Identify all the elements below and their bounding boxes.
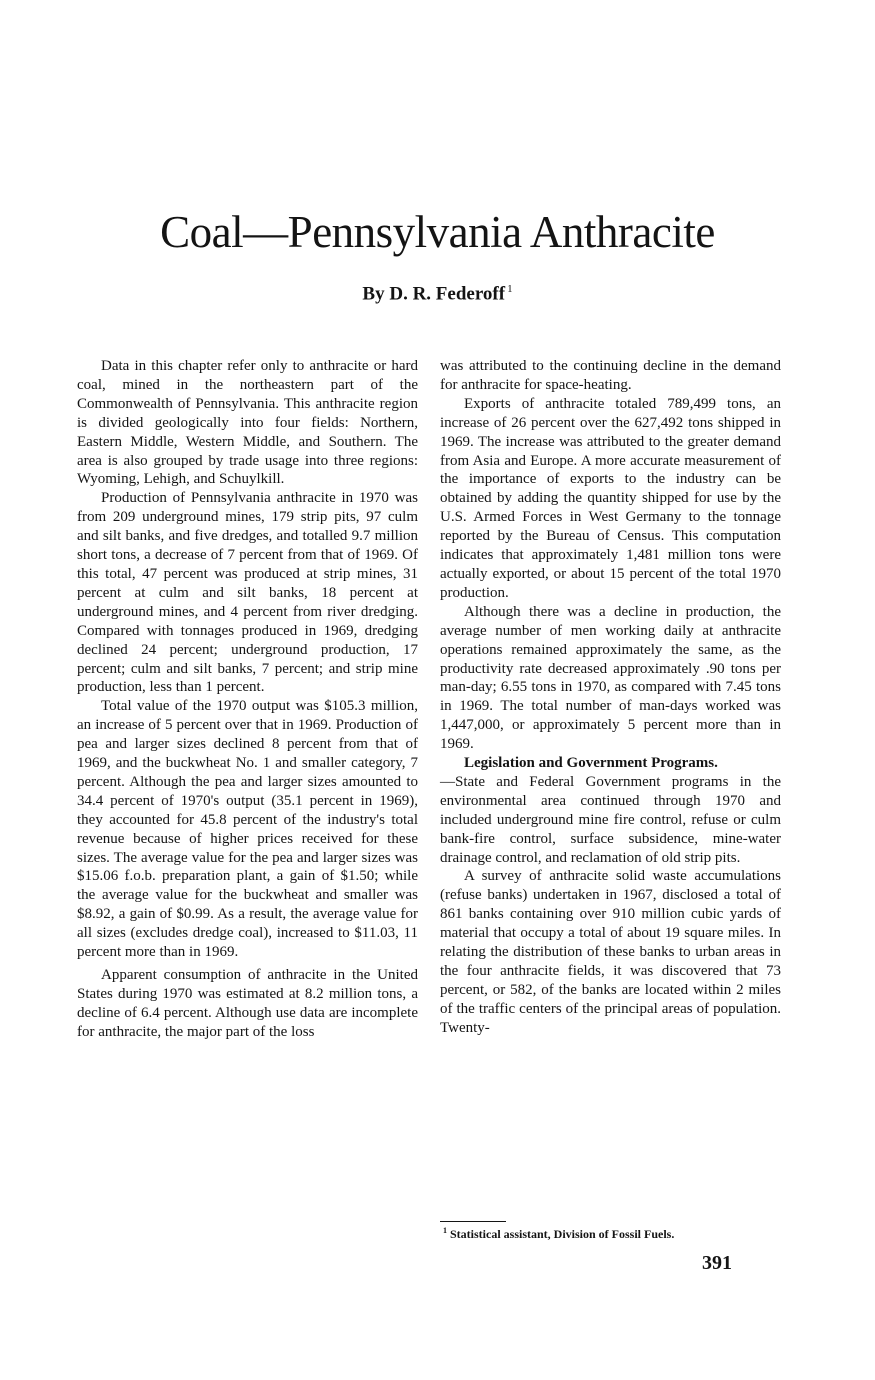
paragraph-production: Production of Pennsylvania anthracite in 1970 was from 209 underground mines, 179 strip pits, 97 culm and silt banks, and five dredges, and totalled 9.7 million short tons, a decrease of 7 percent from that of 1969. Of this total, 47 percent was produced at strip mines, 31 percent at culm and silt banks, 18 percent at underground mines, and 4 percent from river dredging. Compared with tonnages produced in 1969, dredging declined 24 percent; underground production, 17 percent; culm and silt banks, 7 percent; and strip mine production, less than 1 percent. [77, 490, 418, 696]
legislation-text: —State and Federal Government programs in the environmental area continued through 1970 and included underground mine fire control, refuse or culm bank-fire control, surface subsidence, mine-water drainage control, and reclamation of old strip pits. [440, 773, 781, 866]
paragraph-exports: Exports of anthracite totaled 789,499 tons, an increase of 26 percent over the 627,492 tons shipped in 1969. The increase was attributed to the greater demand from Asia and Europe. A more accurate measurement of the importance of exports to the industry can be obtained by adding the quantity shipped for use by the U.S. Armed Forces in West Germany to the tonnage reported by the Bureau of Census. This computation indicates that approximately 1,481 million tons were actually exported, or about 15 percent of the total 1970 production. [440, 395, 781, 601]
paragraph-legislation [440, 754, 781, 867]
footnote-marker: 1 [443, 1226, 447, 1235]
paragraph-survey: A survey of anthracite solid waste accumulations (refuse banks) undertaken in 1967, disclosed a total of 861 banks containing over 910 million cubic yards of material that occupy a total of about 19 square miles. In relating the distribution of these banks to urban areas in the four anthracite fields, it was discovered that 73 percent, or 582, of the banks are located within 2 miles of the traffic centers of the principal areas of population. Twenty- [440, 868, 781, 1036]
footnote-reference[interactable]: 1 [507, 283, 513, 295]
footnote [443, 1223, 783, 1242]
paragraph-consumption: Apparent consumption of anthracite in the United States during 1970 was estimated at 8.2 million tons, a decline of 6.4 percent. Although use data are incomplete for anthracite, the major part of the loss [77, 967, 418, 1040]
paragraph-introduction: Data in this chapter refer only to anthracite or hard coal, mined in the northeastern part of the Commonwealth of Pennsylvania. This anthracite region is divided geologically into four fields: Northern, Eastern Middle, Western Middle, and Southern. The area is also grouped by trade usage into three regions: Wyoming, Lehigh, and Schuylkill. [77, 358, 418, 488]
paragraph-consumption-continued: was attributed to the continuing decline in the demand for anthracite for space-heating. [440, 358, 781, 393]
author-byline [0, 276, 875, 307]
right-column [440, 357, 781, 1038]
paragraph-productivity: Although there was a decline in production, the average number of men working daily at anthracite operations remained approximately the same, as the productivity rate decreased approximately .90 tons per man-day; 6.55 tons in 1970, as compared with 7.45 tons in 1969. The total number of man-days worked was 1,447,000, or approximately 5 percent more than in 1969. [440, 603, 781, 753]
author-name: By D. R. Federoff [362, 283, 506, 305]
footnote-text: Statistical assistant, Division of Fossil Fuels. [450, 1227, 675, 1241]
section-heading-legislation: Legislation and Government Programs. [464, 755, 718, 772]
paragraph-value: Total value of the 1970 output was $105.3 million, an increase of 5 percent over that in 1969. Production of pea and larger sizes declined 8 percent from that of 1969, and the buckwheat No. 1 and smaller category, 7 percent. Although the pea and larger sizes amounted to 34.4 percent of 1970's output (35.1 percent in 1969), they accounted for 45.8 percent of the industry's total revenue because of higher prices received for these sizes. The average value for the pea and larger sizes was $15.06 f.o.b. preparation plant, a gain of $1.50; while the average value for the buckwheat and smaller was $8.92, a gain of $0.99. As a result, the average value for all sizes (excludes dredge coal), increased to $11.03, 11 percent more than in 1969. [77, 698, 418, 961]
left-column [77, 357, 418, 1042]
page-number: 391 [702, 1252, 732, 1274]
page-title: Coal—Pennsylvania Anthracite [160, 207, 715, 258]
footnote-divider [440, 1221, 506, 1222]
